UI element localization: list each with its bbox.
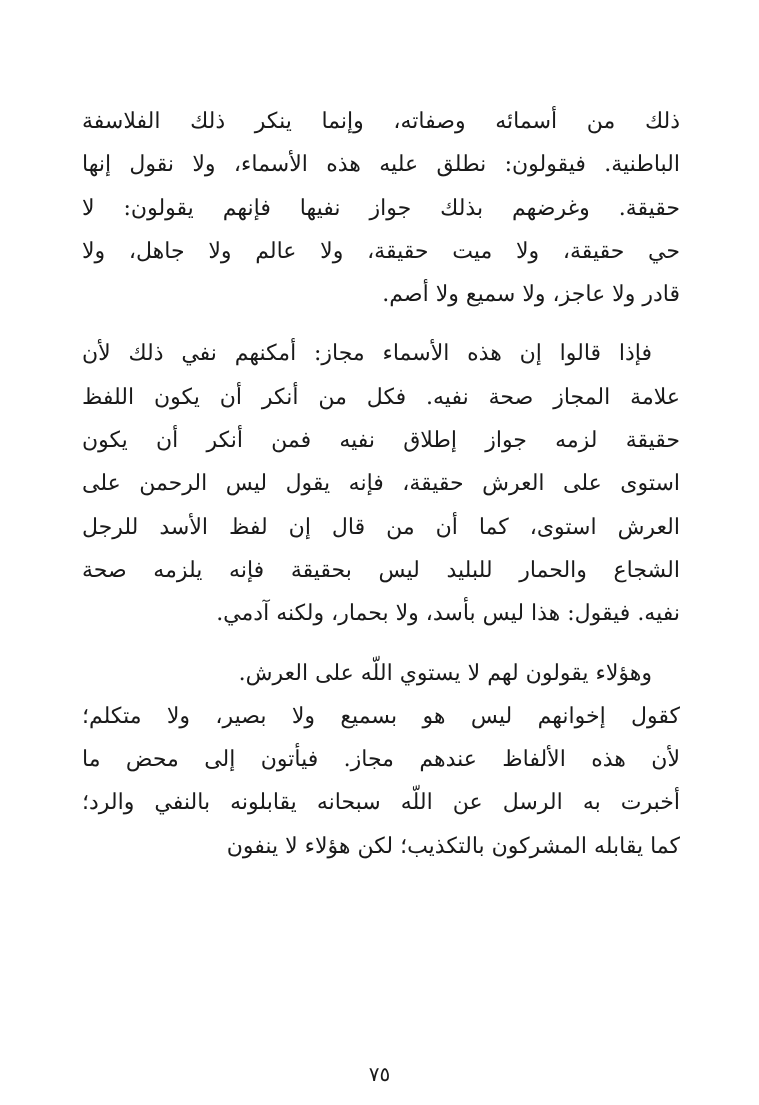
page-number: ٧٥ [368,1062,391,1086]
text-line: الباطنية. فيقولون: نطلق عليه هذه الأسماء، ولا نقول إنها [82,152,680,178]
paragraph-1 [82,100,680,316]
text-line: فإذا قالوا إن هذه الأسماء مجاز: أمكنهم نفي ذلك لأن [82,341,652,367]
text-line: حي حقيقة، ولا ميت حقيقة، ولا عالم ولا جاهل، ولا [82,238,680,264]
text-line: نفيه. فيقول: هذا ليس بأسد، ولا بحمار، ولكنه آدمي. [216,601,680,627]
text-line: استوى على العرش حقيقة، فإنه يقول ليس الرحمن على [82,471,680,497]
text-line: ذلك من أسمائه وصفاته، وإنما ينكر ذلك الفلاسفة [82,109,680,134]
paragraph-2 [82,332,680,635]
text-line: حقيقة. وغرضهم بذلك جواز نفيها فإنهم يقولون: لا [82,195,680,221]
text-line: الشجاع والحمار للبليد ليس بحقيقة فإنه يلزمه صحة [82,557,680,583]
text-line: كما يقابله المشركون بالتكذيب؛ لكن هؤلاء لا ينفون [226,833,680,859]
text-line: كقول إخوانهم ليس هو بسميع ولا بصير، ولا متكلم؛ [82,703,680,729]
text-line: وهؤلاء يقولون لهم لا يستوي اللّه على العرش. [238,660,652,686]
body-text [82,100,680,868]
text-line: أخبرت به الرسل عن اللّه سبحانه يقابلونه بالنفي والرد؛ [82,790,680,816]
text-line: علامة المجاز صحة نفيه. فكل من أنكر أن يكون اللفظ [82,384,680,410]
text-line: قادر ولا عاجز، ولا سميع ولا أصم. [382,282,680,308]
text-line: العرش استوى، كما أن من قال إن لفظ الأسد للرجل [82,514,680,540]
text-line: حقيقة لزمه جواز إطلاق نفيه فمن أنكر أن يكون [82,428,680,454]
text-line: لأن هذه الألفاظ عندهم مجاز. فيأتون إلى محض ما [82,747,680,773]
paragraph-3 [82,652,680,868]
